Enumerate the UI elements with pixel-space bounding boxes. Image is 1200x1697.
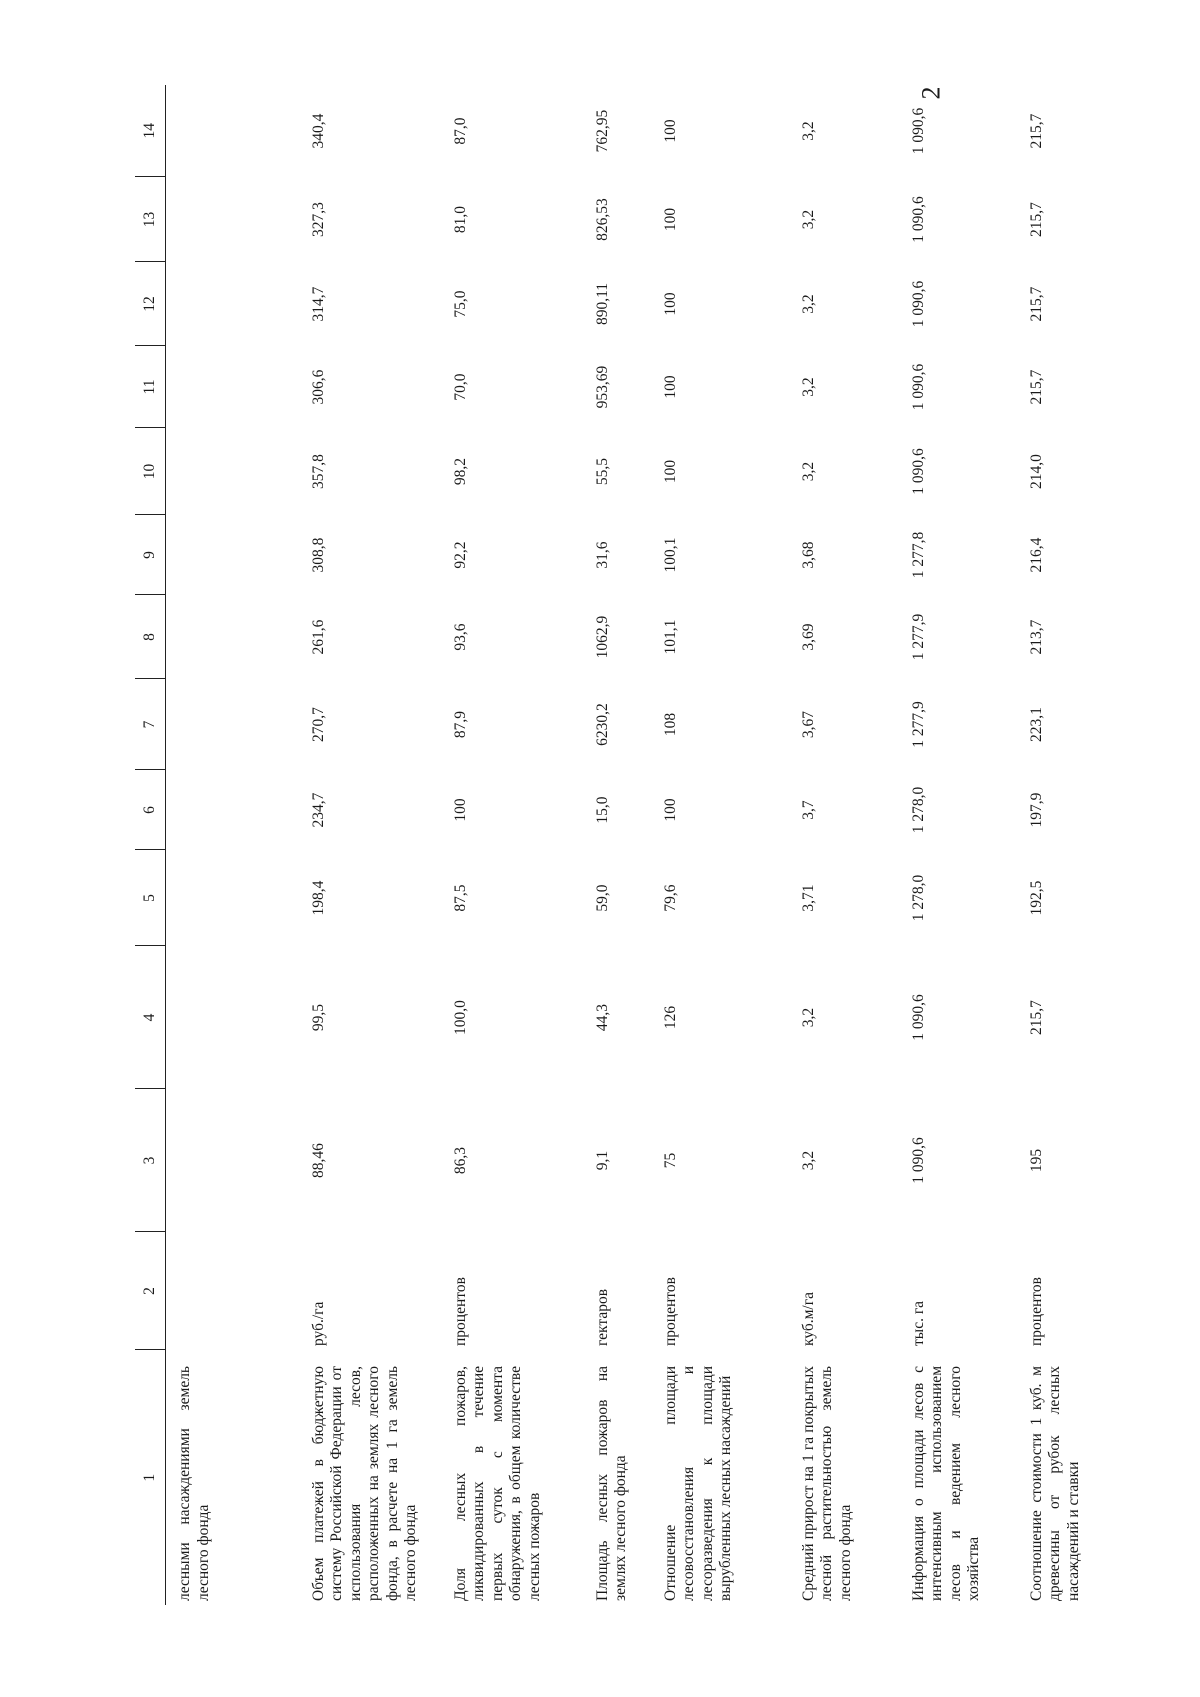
value-col-4: 99,5: [309, 1003, 327, 1032]
value-col-9: 3,68: [799, 541, 817, 569]
table-body: [166, 85, 1112, 1605]
indicator-name: Доля лесных пожаров, ликвидированных в течение первых суток с момента обнаружения, в общем количестве лесных пожаров: [451, 1366, 543, 1601]
unit-of-measure: тыс. га: [909, 1300, 927, 1346]
value-col-10: 1 090,6: [909, 448, 927, 495]
unit-of-measure: процентов: [661, 1277, 679, 1346]
value-col-6: 234,7: [309, 792, 327, 828]
value-col-3: [166, 1089, 284, 1232]
value-col-8: 93,6: [451, 623, 469, 651]
value-col-7: 108: [661, 712, 679, 737]
value-col-3: 86,3: [451, 1146, 469, 1175]
value-col-13: 826,53: [593, 198, 611, 241]
value-col-3: 88,46: [309, 1143, 327, 1178]
value-col-4: 1 090,6: [909, 994, 927, 1041]
value-col-10: 214,0: [1027, 454, 1045, 489]
value-col-13: 327,3: [309, 202, 327, 237]
value-col-11: 70,0: [451, 373, 469, 401]
value-col-14: 100: [661, 119, 679, 143]
value-col-14: 1 090,6: [909, 107, 927, 155]
value-col-5: 79,6: [661, 884, 679, 912]
value-col-3: 75: [661, 1152, 679, 1169]
value-col-10: 55,5: [593, 457, 611, 486]
rotated-table-frame: [135, 85, 1082, 1605]
column-number-9: 9: [135, 515, 166, 595]
table-row: [568, 85, 636, 1605]
value-col-7: 6230,2: [593, 703, 611, 746]
value-col-10: 357,8: [309, 454, 327, 489]
value-col-12: 75,0: [451, 290, 469, 318]
value-col-10: [166, 428, 284, 515]
table-row: [636, 85, 774, 1605]
unit-of-measure: [166, 1232, 284, 1350]
value-col-3: 3,2: [799, 1150, 817, 1171]
indicator-name: Информация о площади лесов с интенсивным использованием лесов и ведением лесного хозяйства: [909, 1366, 983, 1601]
value-col-6: 15,0: [593, 796, 611, 824]
column-number-6: 6: [135, 770, 166, 850]
value-col-14: 3,2: [799, 121, 817, 141]
value-col-3: 9,1: [593, 1150, 611, 1171]
table-row: [884, 85, 1002, 1605]
value-col-3: 195: [1027, 1148, 1045, 1173]
column-number-13: 13: [135, 177, 166, 262]
unit-of-measure: процентов: [1027, 1277, 1045, 1346]
value-col-14: 87,0: [451, 117, 469, 145]
value-col-4: 44,3: [593, 1003, 611, 1032]
value-col-12: 314,7: [309, 286, 327, 322]
column-number-1: 1: [135, 1350, 166, 1605]
value-col-8: 101,1: [661, 619, 679, 655]
indicator-name: лесными насаждениями земель лесного фонда: [176, 1366, 212, 1601]
value-col-9: 92,2: [451, 541, 469, 569]
value-col-8: [166, 595, 284, 679]
column-number-2: 2: [135, 1232, 166, 1350]
value-col-12: 215,7: [1027, 286, 1045, 322]
value-col-4: 100,0: [451, 1000, 469, 1035]
column-number-8: 8: [135, 595, 166, 679]
value-col-7: 1 277,9: [909, 701, 927, 748]
value-col-14: 762,95: [593, 109, 611, 153]
value-col-5: 59,0: [593, 884, 611, 912]
value-col-10: 98,2: [451, 457, 469, 486]
table-row: [426, 85, 568, 1605]
value-col-5: [166, 850, 284, 946]
value-col-9: 308,8: [309, 537, 327, 573]
column-number-7: 7: [135, 679, 166, 770]
value-col-11: 306,6: [309, 369, 327, 405]
value-col-11: 1 090,6: [909, 363, 927, 411]
value-col-13: 215,7: [1027, 202, 1045, 237]
unit-of-measure: гектаров: [593, 1288, 611, 1346]
value-col-6: [166, 770, 284, 850]
value-col-10: 3,2: [799, 461, 817, 482]
value-col-13: [166, 177, 284, 262]
value-col-7: 87,9: [451, 710, 469, 739]
indicator-name: Отношение площади лесовосстановления и лесоразведения к площади вырубленных лесных насаждений: [661, 1366, 735, 1601]
column-number-5: 5: [135, 850, 166, 946]
value-col-12: 1 090,6: [909, 280, 927, 328]
value-col-12: [166, 262, 284, 346]
indicator-name: Средний прирост на 1 га покрытых лесной растительностью земель лесного фонда: [799, 1366, 854, 1601]
value-col-8: 261,6: [309, 619, 327, 655]
value-col-8: 1062,9: [593, 615, 611, 659]
column-number-3: 3: [135, 1089, 166, 1232]
value-col-9: 216,4: [1027, 537, 1045, 573]
value-col-13: 81,0: [451, 205, 469, 234]
value-col-6: 1 278,0: [909, 786, 927, 834]
value-col-11: 215,7: [1027, 369, 1045, 405]
value-col-14: [166, 85, 284, 177]
column-number-12: 12: [135, 262, 166, 346]
value-col-14: 340,4: [309, 113, 327, 149]
unit-of-measure: куб.м/га: [799, 1292, 817, 1346]
value-col-12: 890,11: [593, 282, 611, 326]
value-col-6: 197,9: [1027, 792, 1045, 828]
unit-of-measure: процентов: [451, 1277, 469, 1346]
column-number-10: 10: [135, 428, 166, 515]
value-col-7: [166, 679, 284, 770]
table-row: [774, 85, 884, 1605]
value-col-4: 126: [661, 1005, 679, 1030]
value-col-4: [166, 946, 284, 1089]
value-col-9: 1 277,8: [909, 531, 927, 579]
value-col-8: 3,69: [799, 623, 817, 651]
value-col-8: 213,7: [1027, 619, 1045, 655]
value-col-6: 3,7: [799, 800, 817, 820]
value-col-11: 100: [661, 375, 679, 399]
value-col-5: 87,5: [451, 884, 469, 912]
table-row: [284, 85, 426, 1605]
column-number-4: 4: [135, 946, 166, 1089]
value-col-8: 1 277,9: [909, 613, 927, 661]
value-col-9: 31,6: [593, 541, 611, 569]
table-row: [1002, 85, 1112, 1605]
value-col-14: 215,7: [1027, 113, 1045, 149]
page-number: 2: [916, 86, 946, 100]
value-col-5: 3,71: [799, 884, 817, 912]
value-col-5: 1 278,0: [909, 874, 927, 922]
indicator-name: Соотношение стоимости 1 куб. м древесины от рубок лесных насаждений и ставки: [1027, 1366, 1082, 1601]
table-row: [166, 85, 284, 1605]
value-col-11: 3,2: [799, 377, 817, 397]
indicator-name: Площадь лесных пожаров на землях лесного фонда: [593, 1366, 630, 1601]
indicators-table: [135, 85, 1112, 1605]
value-col-13: 100: [661, 207, 679, 232]
value-col-9: [166, 515, 284, 595]
value-col-11: [166, 346, 284, 428]
value-col-5: 198,4: [309, 880, 327, 916]
value-col-4: 215,7: [1027, 1000, 1045, 1035]
value-col-4: 3,2: [799, 1007, 817, 1028]
value-col-10: 100: [661, 459, 679, 484]
value-col-7: 3,67: [799, 710, 817, 739]
column-number-14: 14: [135, 85, 166, 177]
column-number-row: [135, 85, 166, 1605]
value-col-6: 100: [661, 798, 679, 822]
value-col-12: 3,2: [799, 294, 817, 314]
unit-of-measure: руб./га: [309, 1301, 327, 1346]
indicator-name: Объем платежей в бюджетную систему Российской Федерации от использования лесов, расположенных на землях лесного фонда, в расчете на 1 га земель лесного фонда: [309, 1366, 420, 1601]
value-col-7: 223,1: [1027, 707, 1045, 742]
value-col-3: 1 090,6: [909, 1137, 927, 1184]
column-number-11: 11: [135, 346, 166, 428]
value-col-9: 100,1: [661, 537, 679, 573]
value-col-6: 100: [451, 798, 469, 822]
value-col-5: 192,5: [1027, 880, 1045, 916]
value-col-13: 1 090,6: [909, 196, 927, 243]
value-col-13: 3,2: [799, 209, 817, 230]
value-col-11: 953,69: [593, 365, 611, 409]
value-col-12: 100: [661, 292, 679, 316]
value-col-7: 270,7: [309, 707, 327, 742]
